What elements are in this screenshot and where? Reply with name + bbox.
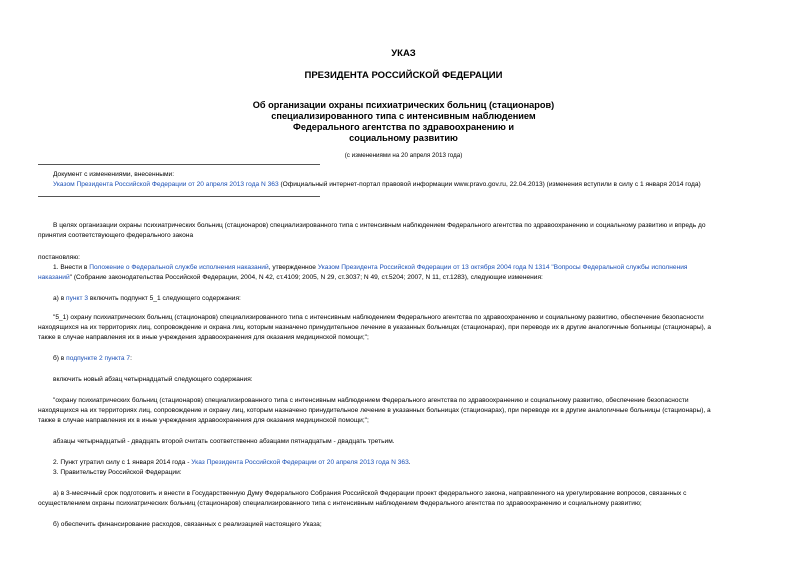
decree-word: постановляю: <box>38 254 81 261</box>
quote-2-line-2: находящихся на их территориях лиц, сопровождение и охрану лиц, которым назначено принудительное лечение в указанных больницах (стационарах), при переводе их в другие аналогичные больницы (стационары), а <box>38 407 711 414</box>
heading-line-3: Федерального агентства по здравоохранению и <box>293 122 514 132</box>
quote-1-line-1: "5_1) охрану психиатрических больниц (стационаров) специализированного типа с интенсивным наблюдением Федерального агентства по здравоохранению и социальному развитию, обеспечение безопасности <box>53 314 704 321</box>
preamble-line-1: В целях организации охраны психиатрических больниц (стационаров) специализированного типа с интенсивным наблюдением Федерального агентства по здравоохранению и социальному развитию и впредь до <box>53 222 706 229</box>
quote-1-line-3: также в случае направления их в иные учреждения здравоохранения для оказания медицинской помощи;"; <box>38 334 369 341</box>
decree-363-link[interactable]: Указ Президента Российской Федерации от 20 апреля 2013 года N 363 <box>191 459 409 466</box>
bottom-divider <box>38 196 320 197</box>
item-b-tail: : <box>130 355 132 362</box>
heading-line-4: социальному развитию <box>349 133 458 143</box>
heading-line-1: Об организации охраны психиатрических больниц (стационаров) <box>252 100 555 110</box>
renumber-note: абзацы четырнадцатый - двадцать второй считать соответственно абзацами пятнадцатым - двадцать третьим. <box>53 438 395 445</box>
changes-link[interactable]: Указом Президента Российской Федерации от 20 апреля 2013 года N 363 <box>53 181 279 188</box>
item-a-tail: включить подпункт 5_1 следующего содержания: <box>88 295 241 302</box>
item-1-prefix: 1. Внести в <box>53 264 90 271</box>
item-2 <box>53 459 411 467</box>
item-3a-line-1: а) в 3-месячный срок подготовить и внести в Государственную Думу Федерального Собрания Российской Федерации проект федерального закона, направленного на урегулирование вопросов, связанных с <box>53 490 687 497</box>
item-b <box>53 355 132 363</box>
top-divider <box>38 164 320 165</box>
document-title: УКАЗ <box>391 48 416 59</box>
decree-1314-link-cont[interactable]: наказаний <box>38 274 70 281</box>
item-1-tail: " (Собрание законодательства Российской Федерации, 2004, N 42, ст.4109; 2005, N 29, ст.3037; N 49, ст.5204; 2007, N 11, ст.1283), следующие изменения: <box>69 274 543 281</box>
item-3a-line-2: осуществлением охраны психиатрических больниц (стационаров) специализированного типа с интенсивным наблюдением Федерального агентства по здравоохранению и социальному развитию; <box>38 500 642 507</box>
item-b-prefix: б) в <box>53 355 67 362</box>
item-3b: б) обеспечить финансирование расходов, связанных с реализацией настоящего Указа; <box>53 521 322 528</box>
changes-intro: Документ с изменениями, внесенными: <box>53 171 175 178</box>
decree-1314-link[interactable]: Указом Президента Российской Федерации от 13 октября 2004 года N 1314 "Вопросы Федеральной службы исполнения <box>317 264 688 271</box>
item-3: 3. Правительству Российской Федерации: <box>53 469 182 476</box>
regulation-link[interactable]: Положение о Федеральной службе исполнения наказаний <box>89 264 269 271</box>
item-a <box>53 295 241 303</box>
subpoint-2-link[interactable]: подпункте 2 пункта 7 <box>66 355 131 362</box>
amendment-note: (с изменениями на 20 апреля 2013 года) <box>344 152 463 159</box>
changes-line <box>53 181 701 189</box>
item-2-tail: . <box>408 459 411 466</box>
new-paragraph-intro: включить новый абзац четырнадцатый следующего содержания: <box>53 376 253 383</box>
quote-2-line-3: также в случае направления их в иные учреждения здравоохранения для оказания медицинской помощи;"; <box>38 417 369 424</box>
point-3-link[interactable]: пункт 3 <box>66 295 89 302</box>
preamble-line-2: принятия соответствующего федерального закона <box>38 232 194 239</box>
document-subtitle: ПРЕЗИДЕНТА РОССИЙСКОЙ ФЕДЕРАЦИИ <box>304 70 503 81</box>
item-1-line-2 <box>38 274 543 282</box>
quote-2-line-1: "охрану психиатрических больниц (стационаров) специализированного типа с интенсивным наблюдением Федерального агентства по здравоохранению и социальному развитию, обеспечение безопасности <box>53 397 689 404</box>
item-2-prefix: 2. Пункт утратил силу с 1 января 2014 года - <box>53 459 192 466</box>
changes-tail: (Официальный интернет-портал правовой информации www.pravo.gov.ru, 22.04.2013) (изменения вступили в силу с 1 января 2014 года) <box>278 181 701 188</box>
heading-line-2: специализированного типа с интенсивным наблюдением <box>271 111 536 121</box>
item-a-prefix: а) в <box>53 295 67 302</box>
item-1-line-1 <box>53 264 687 272</box>
quote-1-line-2: находящихся на их территориях лиц, сопровождение и охрана лиц, которым назначено принудительное лечение в указанных больницах (стационарах), при переводе их в другие аналогичные больницы (стационары), а <box>38 324 712 331</box>
item-1-mid: , утвержденное <box>268 264 318 271</box>
